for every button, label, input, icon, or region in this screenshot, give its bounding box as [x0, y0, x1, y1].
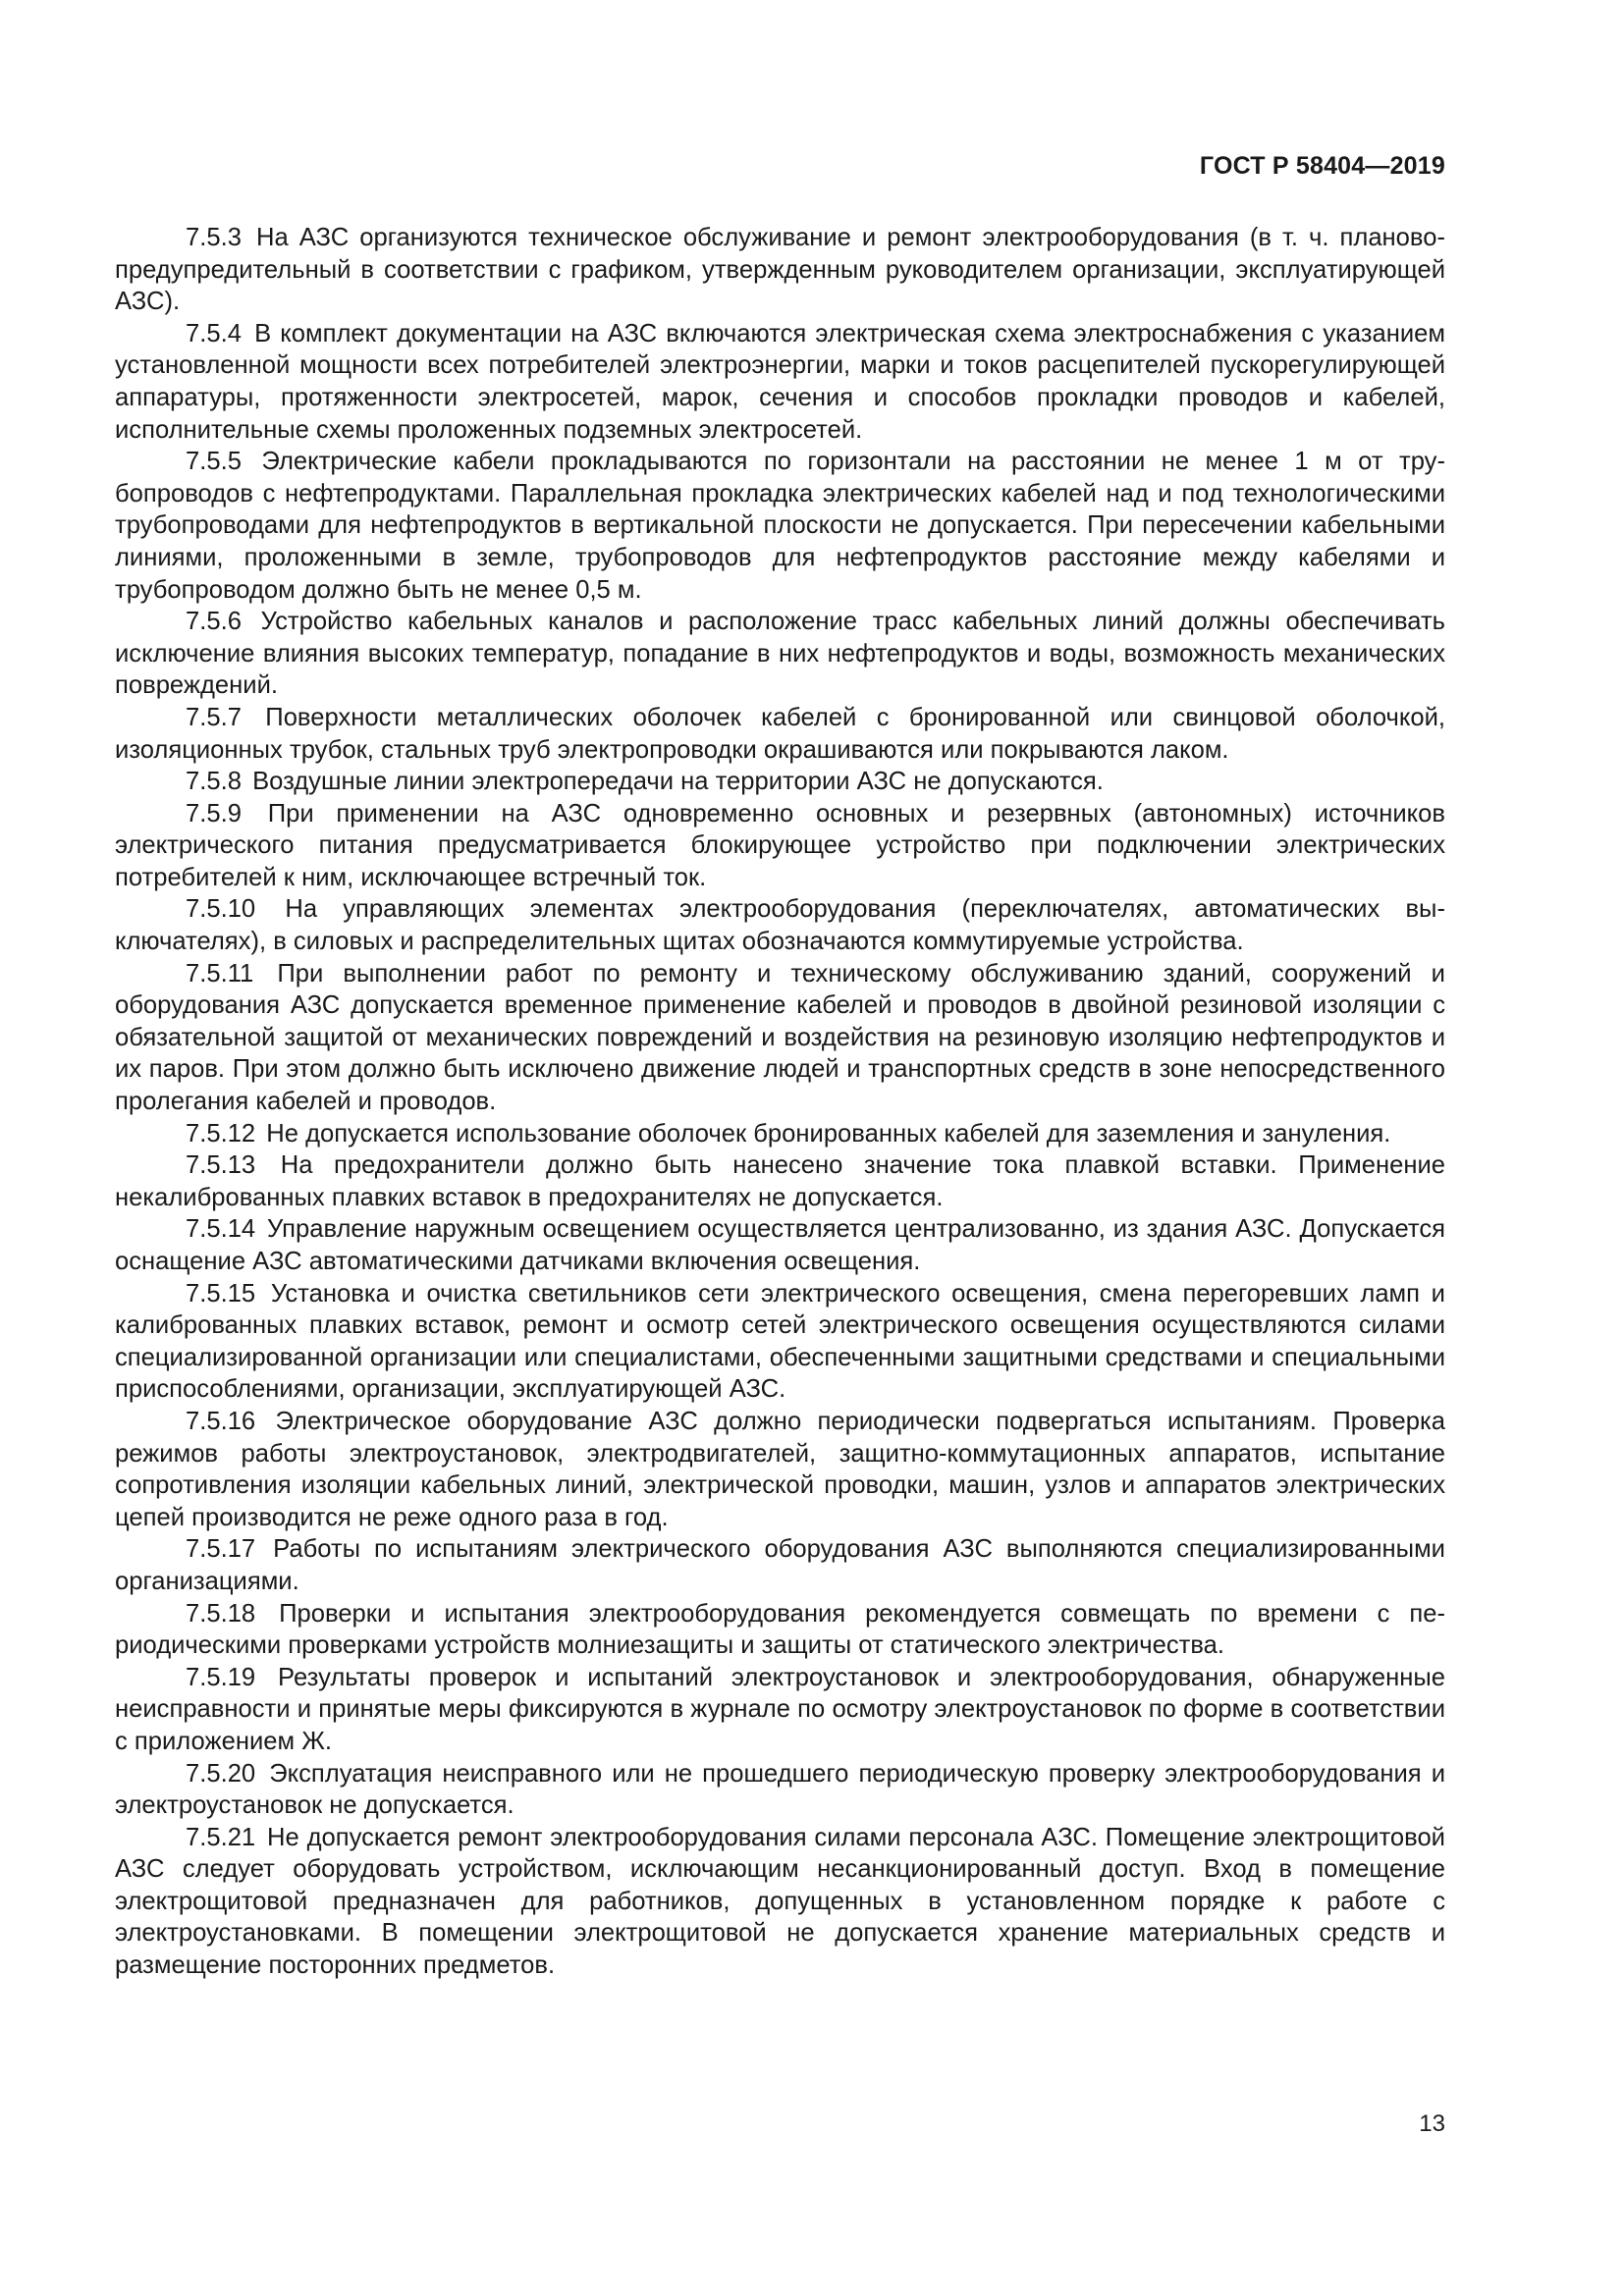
clause-text: Электрическое оборудование АЗС должно периодически подвергаться испытаниям. Проверка режимов работы электроустановок, электродвигателей, защитно-коммутационных аппаратов, испытание сопротивления изоляции кабельных линий, электрической проводки, машин, узлов и аппаратов электрических цепей производится не реже одного раза в год.: [115, 1407, 1445, 1531]
clause-text: При применении на АЗС одновременно основных и резервных (автономных) источников электрического питания предусматривается блокирующее устройство при подключении электрических потребителей к ним, исключающее встречный ток.: [115, 799, 1445, 891]
clause-text: Устройство кабельных каналов и расположение трасс кабельных линий должны обеспечивать исключение влияния высоких температур, попадание в них нефтепродуктов и воды, возможность механических повреждений.: [115, 608, 1445, 700]
clause-7-5-18: [115, 1598, 1445, 1662]
clause-text: Работы по испытаниям электрического оборудования АЗС выполняются специализированными организациями.: [115, 1535, 1445, 1595]
clause-7-5-10: [115, 893, 1445, 957]
clause-text: Результаты проверок и испытаний электроустановок и электрооборудования, обнаруженные неисправности и принятые меры фиксируются в журнале по осмотру электроустановок по форме в соответствии с приложением Ж.: [115, 1663, 1445, 1755]
page-number: 13: [1419, 2110, 1445, 2137]
clause-7-5-8: [115, 766, 1445, 798]
clause-7-5-19: [115, 1662, 1445, 1758]
clause-number: 7.5.8: [186, 768, 242, 796]
clause-number: 7.5.9: [186, 799, 242, 828]
document-header: [1200, 152, 1445, 181]
clause-number: 7.5.12: [186, 1119, 256, 1148]
clause-7-5-11: [115, 958, 1445, 1118]
clause-number: 7.5.14: [186, 1215, 256, 1244]
clause-number: 7.5.16: [186, 1407, 256, 1435]
clause-text: При выполнении работ по ремонту и техническому обслуживанию зданий, сооружений и оборудования АЗС допускается временное применение кабелей и проводов в двойной резиновой изоляции с обязательной защитой от механических повреждений и воздействия на резиновую изоляцию нефтепродуктов и их паров. При этом должно быть исключено движение людей и транспортных средств в зоне непосредственного пролегания кабелей и проводов.: [115, 959, 1445, 1116]
clause-text: Проверки и испытания электрооборудования рекомендуется совмещать по времени с периодическими проверками устройств молниезащиты и защиты от статического электричества.: [115, 1599, 1445, 1660]
clause-text: Эксплуатация неисправного или не прошедшего периодическую проверку электрооборудования и электроустановок не допускается.: [115, 1759, 1445, 1820]
document-body: [115, 222, 1445, 1982]
clause-7-5-14: [115, 1213, 1445, 1277]
clause-7-5-20: [115, 1758, 1445, 1822]
clause-text: Не допускается ремонт электрооборудования силами персонала АЗС. Помещение электрощитовой АЗС следует оборудовать устройством, исключающим несанкционированный доступ. Вход в помещение электрощитовой предназначен для работников, допущенных в установленном порядке к работе с электроустановками. В помещении электрощитовой не допускается хранение материальных средств и размещение посторонних предметов.: [115, 1823, 1445, 1980]
clause-7-5-15: [115, 1278, 1445, 1406]
clause-text: На предохранители должно быть нанесено значение тока плавкой вставки. Применение некалиброванных плавких вставок в предохранителях не допускается.: [115, 1151, 1445, 1211]
clause-number: 7.5.17: [186, 1535, 256, 1564]
clause-text: На управляющих элементах электрооборудования (переключателях, автоматических выключателях), в силовых и распределительных щитах обозначаются коммутируемые устройства.: [115, 895, 1445, 956]
clause-number: 7.5.13: [186, 1151, 256, 1180]
clause-text: Не допускается использование оболочек бронированных кабелей для заземления и зануления.: [266, 1119, 1391, 1148]
standard-designation: ГОСТ Р 58404—2019: [1199, 152, 1445, 180]
clause-number: 7.5.3: [186, 224, 242, 251]
clause-7-5-13: [115, 1149, 1445, 1213]
clause-text: Электрические кабели прокладываются по горизонтали на расстоянии не менее 1 м от трубопроводов с нефтепродуктами. Параллельная прокладка электрических кабелей над и под технологическими трубопроводами для нефтепродуктов в вертикальной плоскости не допускается. При пересечении кабельными линиями, проложенными в земле, трубопроводов для нефтепродуктов расстояние между кабелями и трубопроводом должно быть не менее 0,5 м.: [115, 448, 1445, 604]
clause-number: 7.5.21: [186, 1823, 256, 1851]
clause-number: 7.5.7: [186, 703, 242, 731]
clause-7-5-21: [115, 1822, 1445, 1982]
clause-7-5-16: [115, 1406, 1445, 1533]
clause-number: 7.5.4: [186, 319, 242, 347]
clause-7-5-5: [115, 446, 1445, 606]
clause-7-5-7: [115, 702, 1445, 766]
clause-text: Поверхности металлических оболочек кабелей с бронированной или свинцовой оболочкой, изоляционных трубок, стальных труб электропроводки окрашиваются или покрываются лаком.: [115, 703, 1445, 764]
clause-number: 7.5.18: [186, 1599, 256, 1628]
clause-7-5-4: [115, 318, 1445, 446]
clause-number: 7.5.15: [186, 1279, 256, 1308]
clause-7-5-9: [115, 798, 1445, 894]
clause-number: 7.5.10: [186, 895, 256, 924]
clause-text: В комплект документации на АЗС включаются электрическая схема электроснабжения с указанием установленной мощности всех потребителей электроэнергии, марки и токов расцепителей пускорегулирующей аппаратуры, протяженности электросетей, марок, сечения и способов прокладки проводов и кабелей, исполнительные схемы проложенных подземных электросетей.: [115, 319, 1445, 444]
clause-text: Воздушные линии электропередачи на территории АЗС не допускаются.: [252, 768, 1104, 796]
clause-number: 7.5.11: [186, 959, 254, 988]
clause-7-5-17: [115, 1533, 1445, 1597]
clause-number: 7.5.5: [186, 448, 242, 476]
clause-number: 7.5.19: [186, 1663, 256, 1691]
clause-text: На АЗС организуются техническое обслуживание и ремонт электрооборудования (в т. ч. планово-предупредительный в соответствии с графиком, утвержденным руководителем организации, эксплуатирующей АЗС).: [115, 224, 1445, 316]
clause-number: 7.5.20: [186, 1759, 256, 1788]
clause-text: Управление наружным освещением осуществляется централизованно, из здания АЗС. Допускается оснащение АЗС автоматическими датчиками включения освещения.: [115, 1215, 1445, 1275]
clause-7-5-3: [115, 222, 1445, 318]
clause-number: 7.5.6: [186, 608, 242, 636]
clause-text: Установка и очистка светильников сети электрического освещения, смена перегоревших ламп и калиброванных плавких вставок, ремонт и осмотр сетей электрического освещения осуществляются силами специализированной организации или специалистами, обеспеченными защитными средствами и специальными приспособлениями, организации, эксплуатирующей АЗС.: [115, 1279, 1445, 1404]
clause-7-5-12: [115, 1118, 1445, 1150]
clause-7-5-6: [115, 606, 1445, 702]
